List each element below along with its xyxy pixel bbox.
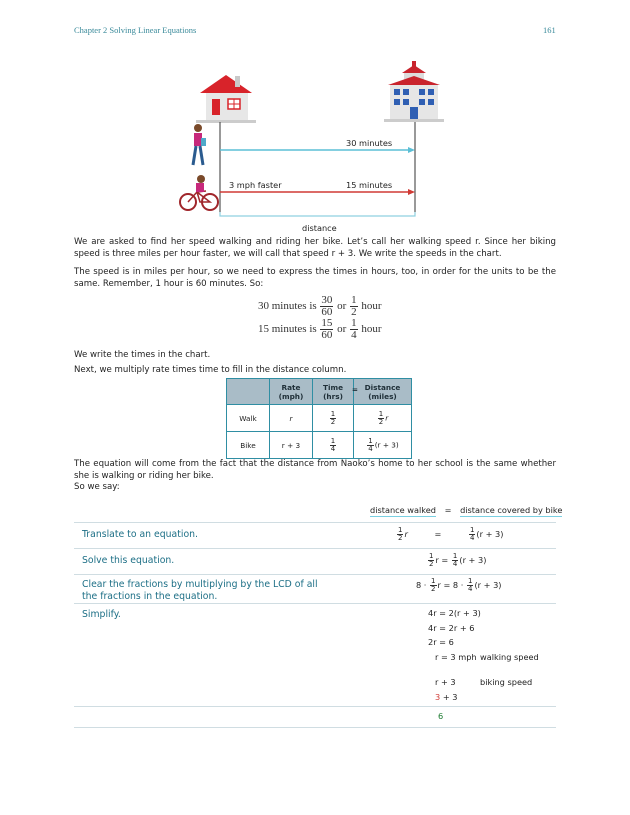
- step-row: Clear the fractions by multiplying by the LCD of all the fractions in the equation.: [74, 574, 556, 605]
- school-icon: [384, 61, 444, 122]
- distance-label: distance: [302, 223, 337, 233]
- distance-header: Distance (miles): [364, 382, 401, 401]
- paragraph: The speed is in miles per hour, so we need to express the times in hours, too, in order for the units to be the same. Remember, 1 hour is 60 minutes. So:: [74, 267, 556, 289]
- house-icon: [196, 75, 256, 123]
- equation-step-1: $\frac{1}{2}$ r = $\frac{1}{4}$ (r + 3): [398, 526, 504, 542]
- chapter-header: Chapter 2 Solving Linear Equations: [74, 25, 197, 35]
- table-row: Bike r + 3 $\frac{1}{4}$ $\frac{1}{4}$ (r + 3): [227, 432, 412, 459]
- equation-in-words: distance walked = distance covered by bike: [370, 505, 563, 515]
- paragraph: So we say:: [74, 482, 120, 492]
- biking-speed-answer: 6: [438, 711, 444, 721]
- step-row: Solve this equation.: [74, 548, 556, 574]
- biking-substitution: 3 + 3: [435, 692, 458, 702]
- simplify-line: 4r = 2(r + 3): [428, 608, 481, 618]
- conversion-15: 15 minutes is $\frac{15}{60}$ or $\frac{1}{4}$ hour: [258, 317, 382, 341]
- conversion-30: 30 minutes is $\frac{30}{60}$ or $\frac{1}{2}$ hour: [258, 294, 382, 318]
- travel-diagram: [170, 55, 470, 240]
- walking-speed-note: walking speed: [480, 652, 539, 662]
- equation-step-2: $\frac{1}{2}$ r = $\frac{1}{4}$ (r + 3): [429, 552, 487, 568]
- bicycle-icon: [180, 175, 218, 210]
- page-number: 161: [543, 25, 556, 35]
- bike-time-label: 15 minutes: [346, 180, 393, 190]
- step-row: [74, 706, 556, 728]
- paragraph: Next, we multiply rate times time to fill in the distance column.: [74, 365, 347, 375]
- paragraph: We write the times in the chart.: [74, 350, 211, 360]
- walk-time-label: 30 minutes: [346, 138, 393, 148]
- time-header: Time (hrs): [322, 382, 344, 401]
- step-row: Simplify.: [74, 603, 556, 707]
- walking-speed-answer: r = 3 mph: [435, 652, 477, 662]
- rate-header: Rate (mph): [278, 382, 304, 401]
- biking-speed-expression: r + 3: [435, 677, 456, 687]
- table-row: Walk r $\frac{1}{2}$ $\frac{1}{2}$ r: [227, 405, 412, 432]
- bike-faster-label: 3 mph faster: [229, 180, 282, 190]
- biking-speed-note: biking speed: [480, 677, 533, 687]
- rate-time-distance-table: Rate (mph) Time (hrs) = Distance (miles) Walk r $\frac{1}{2}$ $\frac{1}{2}$ r Bike r + 3 $\frac{1}{4}$ $\frac{1}{4}$ (r + 3): [226, 378, 412, 459]
- distance-bracket: [220, 212, 415, 216]
- simplify-line: 4r = 2r + 6: [428, 623, 475, 633]
- step-row: Translate to an equation.: [74, 522, 556, 548]
- equation-step-3: 8 · $\frac{1}{2}$ r = 8 · $\frac{1}{4}$ (r + 3): [416, 577, 502, 593]
- walker-icon: [193, 124, 206, 165]
- paragraph: We are asked to find her speed walking and riding her bike. Let’s call her walking speed r. Since her biking speed is three miles per hour faster, we will call that speed r + 3. We write the speeds in the chart.: [74, 237, 556, 259]
- simplify-line: 2r = 6: [428, 637, 454, 647]
- paragraph: The equation will come from the fact that the distance from Naoko’s home to her school is the same whether she is walking or riding her bike.: [74, 459, 556, 481]
